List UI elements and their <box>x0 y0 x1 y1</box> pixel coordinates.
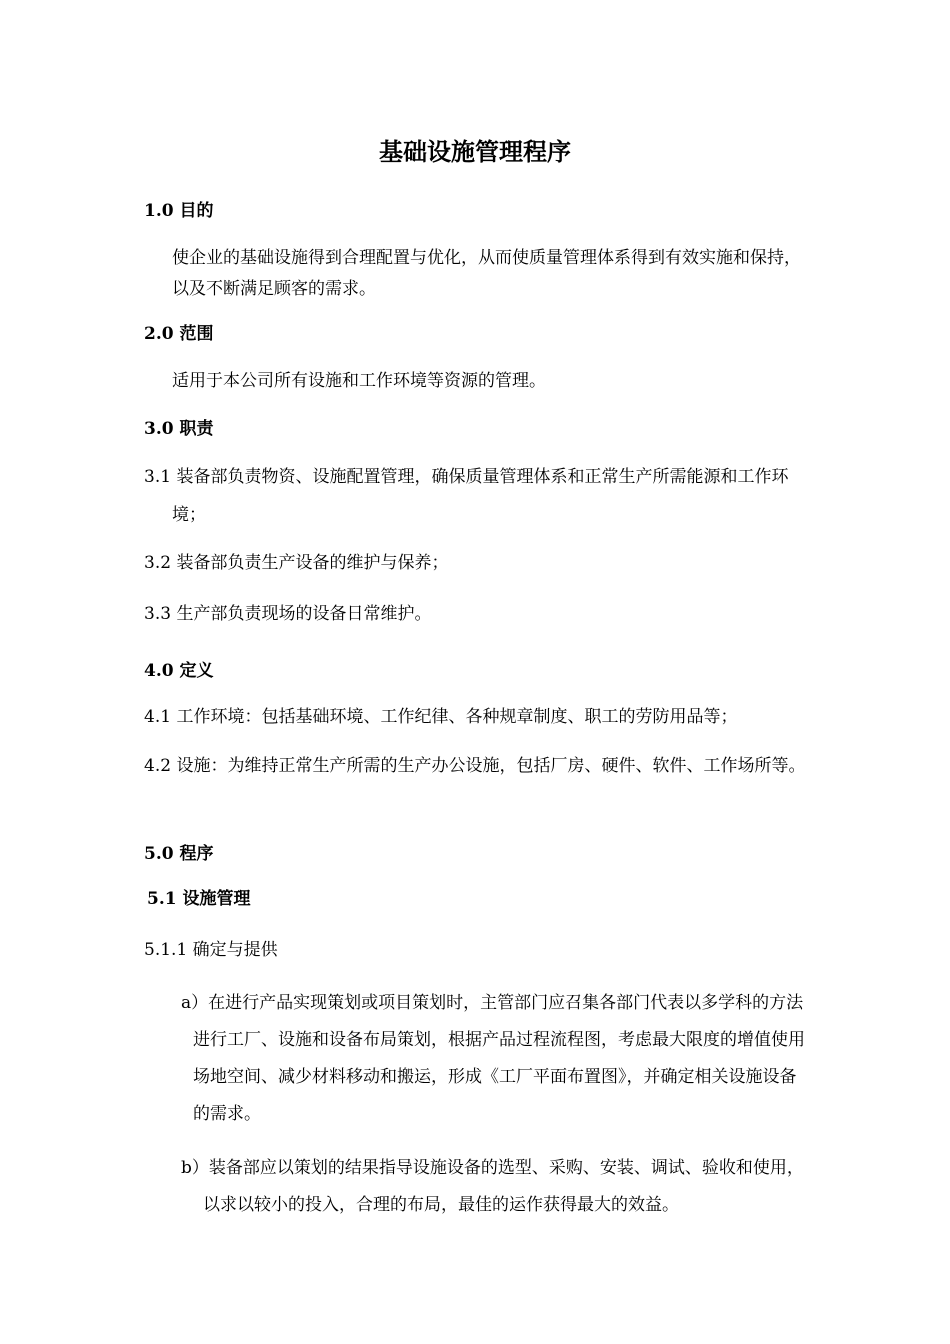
document-title: 基础设施管理程序 <box>379 137 571 166</box>
section-5-1-heading: 5.1 设施管理 <box>147 889 251 909</box>
section-5-heading: 5.0 程序 <box>144 844 214 864</box>
section-2-text: 适用于本公司所有设施和工作环境等资源的管理。 <box>172 371 546 391</box>
section-4-heading: 4.0 定义 <box>144 661 214 681</box>
section-2-heading: 2.0 范围 <box>144 324 214 344</box>
section-5-item-a: a）在进行产品实现策划或项目策划时，主管部门应召集各部门代表以多学科的方法进行工厂、设施和设备布局策划，根据产品过程流程图，考虑最大限度的增值使用场地空间、减少材料移动和搬运，形成《工厂平面布置图》，并确定相关设施设备的需求。 <box>181 993 805 1124</box>
section-3-item-3: 3.3 生产部负责现场的设备日常维护。 <box>144 604 432 624</box>
section-1-text: 使企业的基础设施得到合理配置与优化，从而使质量管理体系得到有效实施和保持，以及不断满足顾客的需求。 <box>172 248 801 299</box>
section-5-1-1-heading: 5.1.1 确定与提供 <box>144 940 278 960</box>
section-3-item-2: 3.2 装备部负责生产设备的维护与保养； <box>144 553 449 573</box>
section-5-item-b: b）装备部应以策划的结果指导设施设备的选型、采购、安装、调试、验收和使用，以求以较小的投入，合理的布局，最佳的运作获得最大的效益。 <box>181 1158 804 1215</box>
section-4-item-1: 4.1 工作环境：包括基础环境、工作纪律、各种规章制度、职工的劳防用品等； <box>144 707 738 727</box>
section-4-item-2: 4.2 设施：为维持正常生产所需的生产办公设施，包括厂房、硬件、软件、工作场所等。 <box>144 756 806 776</box>
section-1-heading: 1.0 目的 <box>144 201 214 221</box>
section-3-item-1: 3.1 装备部负责物资、设施配置管理，确保质量管理体系和正常生产所需能源和工作环境； <box>144 467 789 525</box>
section-3-heading: 3.0 职责 <box>144 419 214 439</box>
